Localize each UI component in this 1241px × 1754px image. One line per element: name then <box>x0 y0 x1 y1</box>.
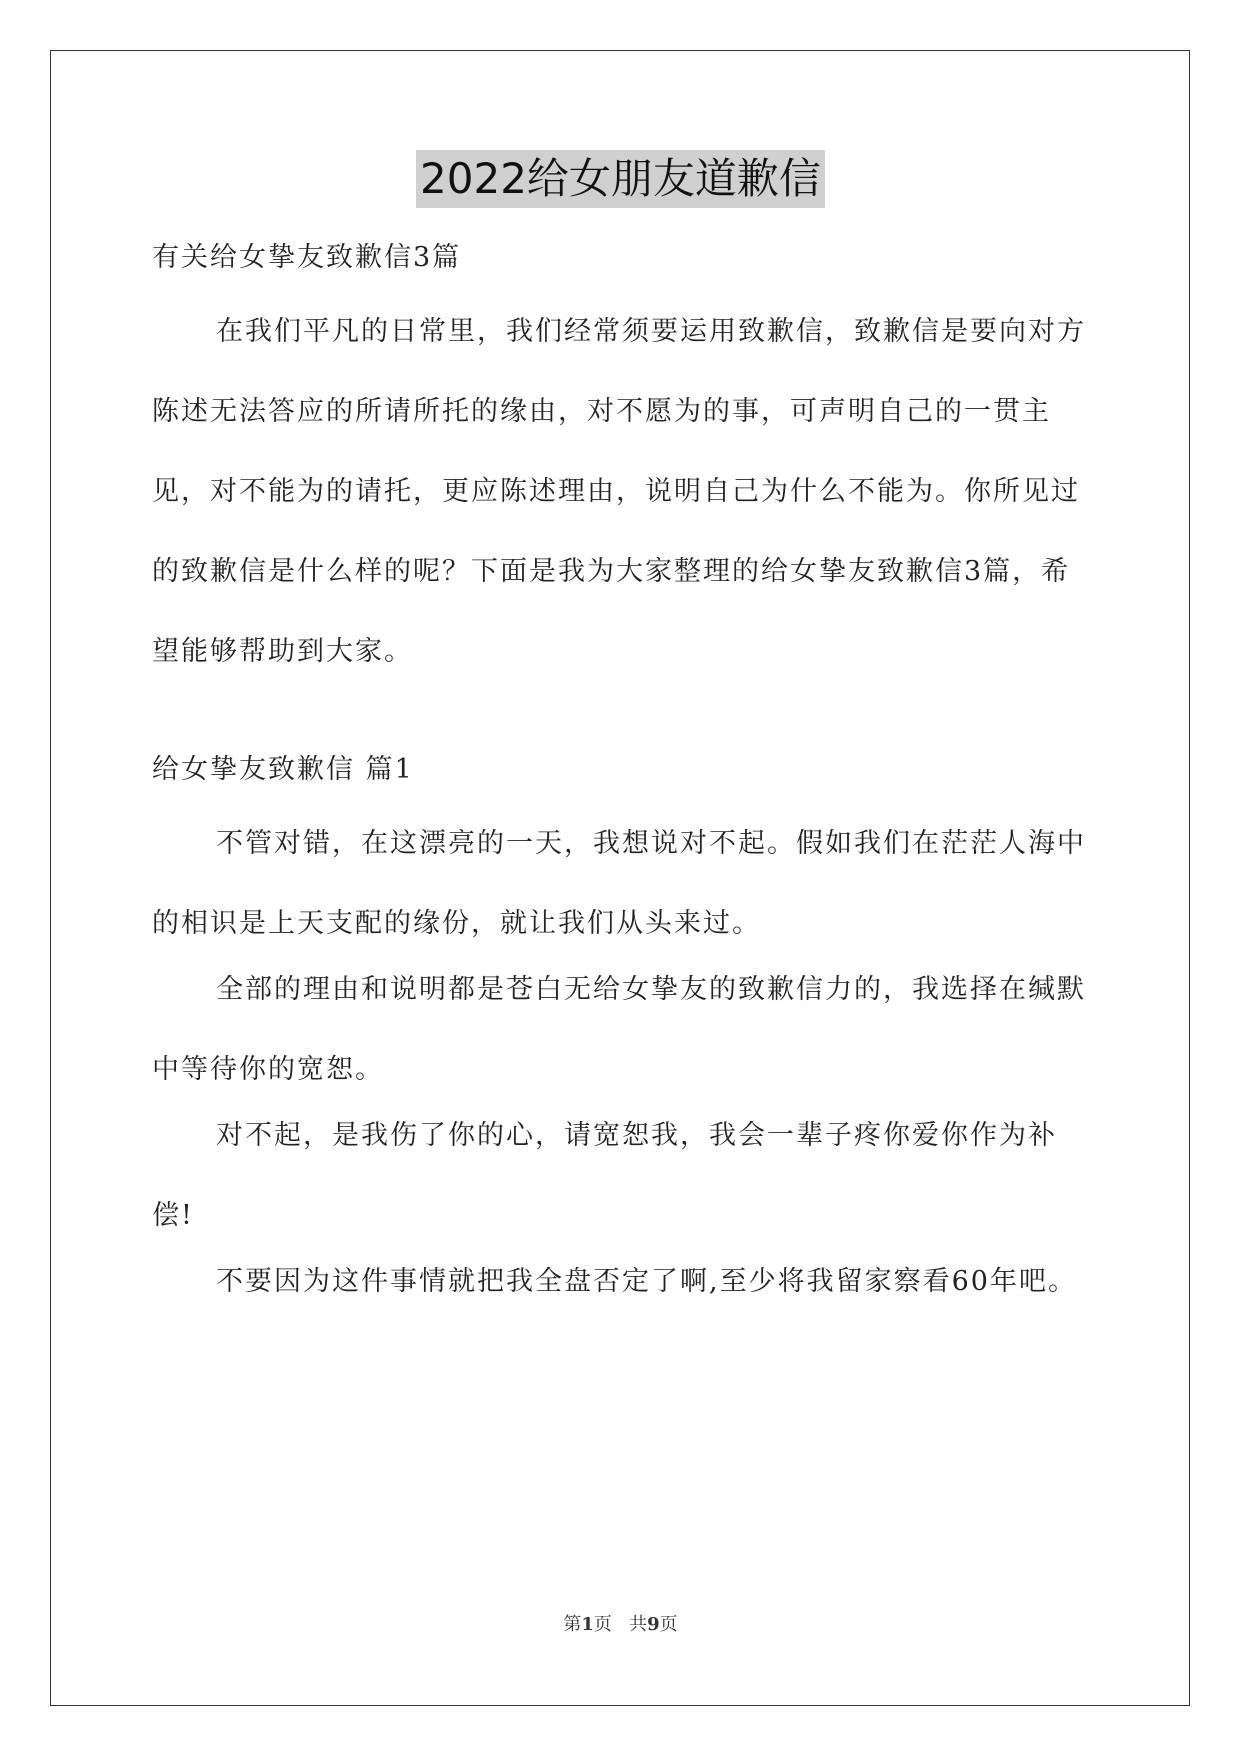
footer-page-current: 1 <box>581 1614 594 1635</box>
footer-page-prefix: 第 <box>563 1614 582 1635</box>
section1-heading: 给女挚友致歉信 篇1 <box>152 754 414 785</box>
footer-page-suffix: 页 <box>593 1614 612 1635</box>
document-title: 2022给女朋友道歉信 <box>416 150 825 208</box>
section1-paragraph-2: 全部的理由和说明都是苍白无给女挚友的致歉信力的，我选择在缄默中等待你的宽恕。 <box>152 974 1086 1085</box>
page-footer <box>0 1610 1241 1636</box>
section1-paragraph-4: 不要因为这件事情就把我全盘否定了啊,至少将我留家察看60年吧。 <box>216 1266 1077 1297</box>
title-container <box>0 150 1241 208</box>
section1-paragraph-3: 对不起，是我伤了你的心，请宽恕我，我会一辈子疼你爱你作为补偿! <box>152 1120 1057 1231</box>
footer-page-total: 9 <box>647 1614 660 1635</box>
section1-paragraph-1: 不管对错，在这漂亮的一天，我想说对不起。假如我们在茫茫人海中的相识是上天支配的缘份，就让我们从头来过。 <box>152 828 1086 939</box>
footer-total-suffix: 页 <box>659 1614 678 1635</box>
footer-total-prefix: 共 <box>629 1614 648 1635</box>
intro-heading: 有关给女挚友致歉信3篇 <box>152 242 462 273</box>
intro-paragraph: 在我们平凡的日常里，我们经常须要运用致歉信，致歉信是要向对方陈述无法答应的所请所托的缘由，对不愿为的事，可声明自己的一贯主见，对不能为的请托，更应陈述理由，说明自己为什么不能为。你所见过的致歉信是什么样的呢？下面是我为大家整理的给女挚友致歉信3篇，希望能够帮助到大家。 <box>152 316 1086 667</box>
